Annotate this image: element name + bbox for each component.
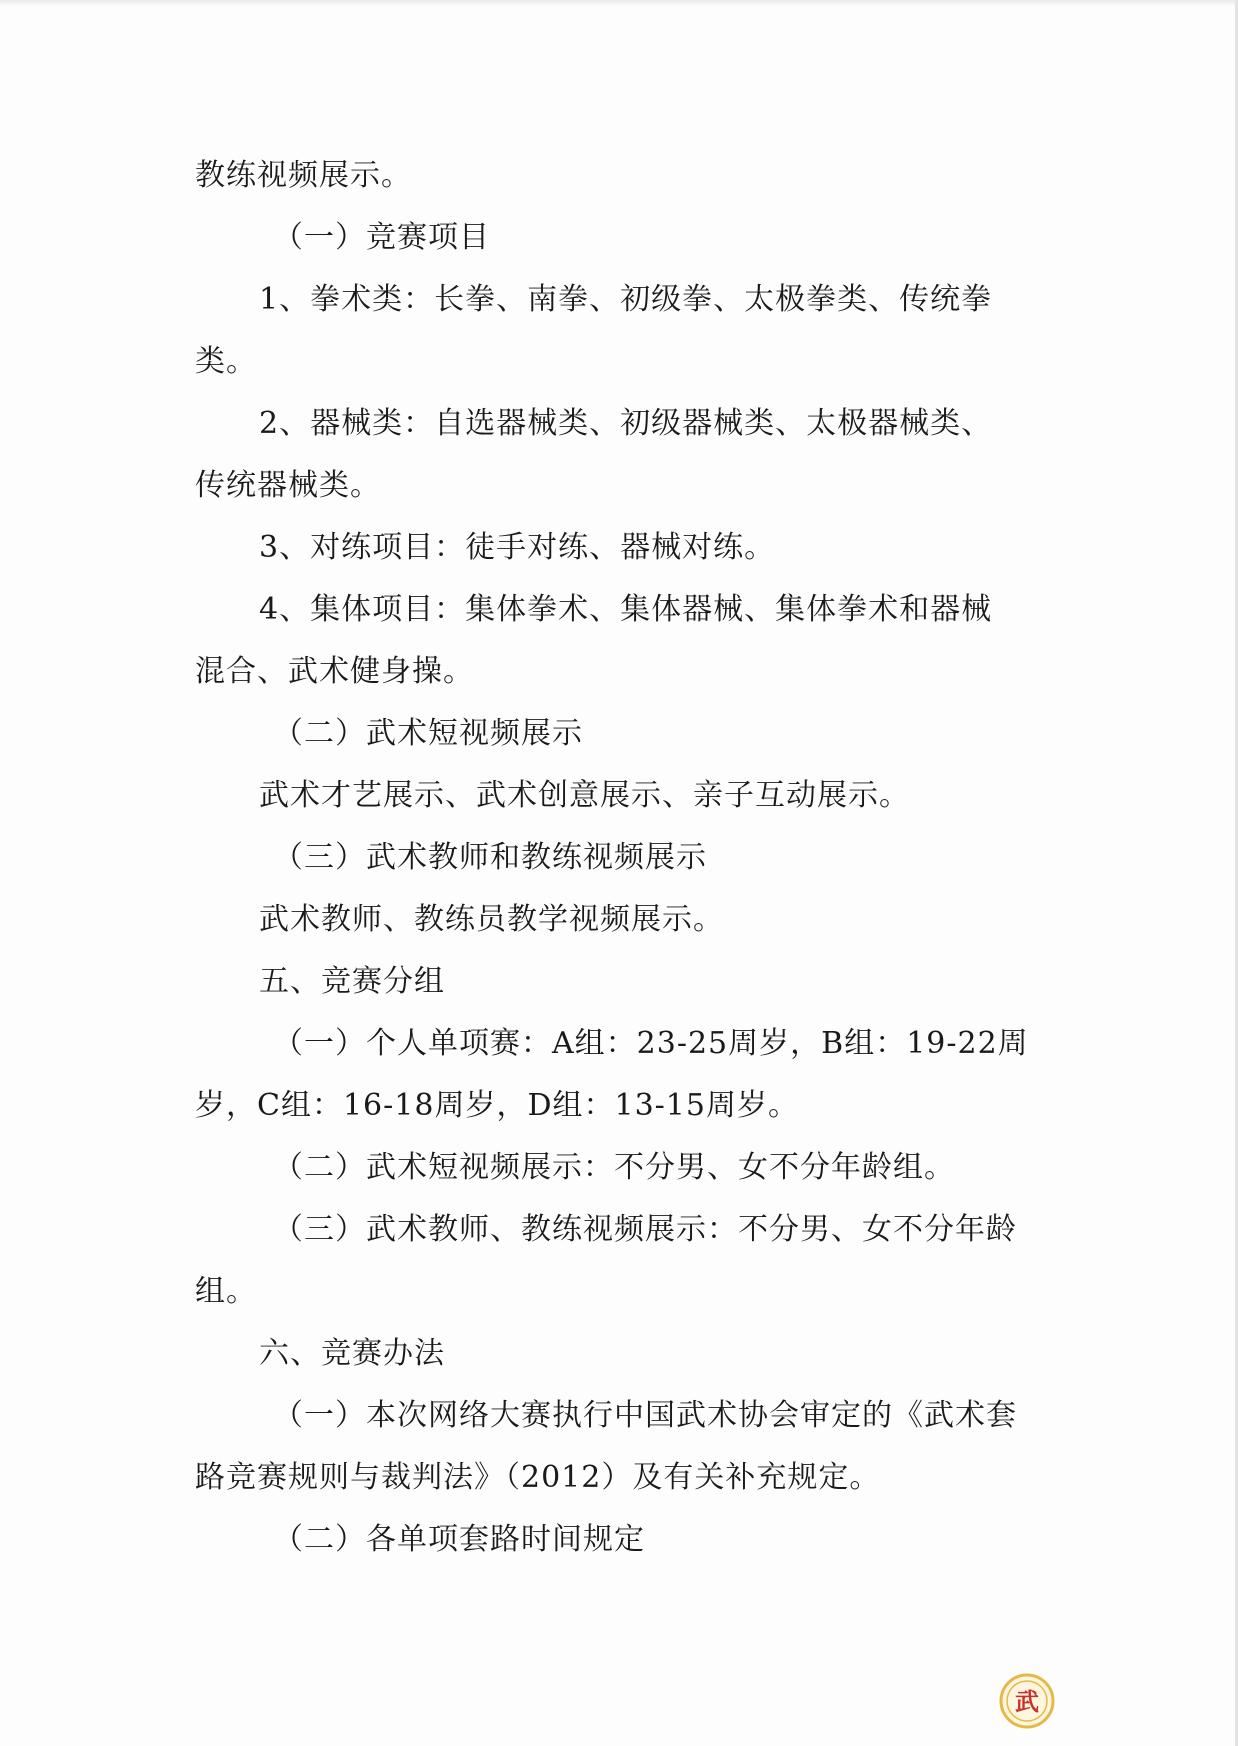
text-line: 组。 (195, 1274, 257, 1309)
text-line: 2、器械类：自选器械类、初级器械类、太极器械类、 (259, 406, 993, 441)
scan-edge-top (0, 0, 1238, 6)
subheading-time-rules: （二）各单项套路时间规定 (273, 1522, 645, 1557)
text-line: 武术教师、教练员教学视频展示。 (259, 902, 724, 937)
subheading-short-video: （二）武术短视频展示 (273, 716, 583, 751)
text-line: 4、集体项目：集体拳术、集体器械、集体拳术和器械 (259, 592, 993, 627)
seal-character: 武 (1015, 1688, 1039, 1716)
text-line: 武术才艺展示、武术创意展示、亲子互动展示。 (259, 778, 910, 813)
text-line: 类。 (195, 344, 257, 379)
text-line: （三）武术教师、教练视频展示：不分男、女不分年龄 (273, 1212, 1017, 1247)
text-line: （二）武术短视频展示：不分男、女不分年龄组。 (273, 1150, 955, 1185)
text-line: （一）个人单项赛：A组：23-25周岁，B组：19-22周 (273, 1026, 1029, 1061)
text-line: 1、拳术类：长拳、南拳、初级拳、太极拳类、传统拳 (259, 282, 993, 317)
text-line: （一）本次网络大赛执行中国武术协会审定的《武术套 (273, 1398, 1017, 1433)
text-line: 路竞赛规则与裁判法》（2012）及有关补充规定。 (195, 1460, 881, 1495)
section-heading-method: 六、竞赛办法 (259, 1336, 445, 1371)
text-line: 传统器械类。 (195, 468, 381, 503)
text-line: 教练视频展示。 (195, 158, 412, 193)
subheading-competition-items: （一）竞赛项目 (273, 220, 490, 255)
wushu-association-seal-icon (999, 1673, 1055, 1729)
text-line: 岁，C组：16-18周岁，D组：13-15周岁。 (195, 1088, 799, 1123)
subheading-teacher-video: （三）武术教师和教练视频展示 (273, 840, 707, 875)
text-line: 混合、武术健身操。 (195, 654, 474, 689)
text-line: 3、对练项目：徒手对练、器械对练。 (259, 530, 776, 565)
section-heading-grouping: 五、竞赛分组 (259, 964, 445, 999)
